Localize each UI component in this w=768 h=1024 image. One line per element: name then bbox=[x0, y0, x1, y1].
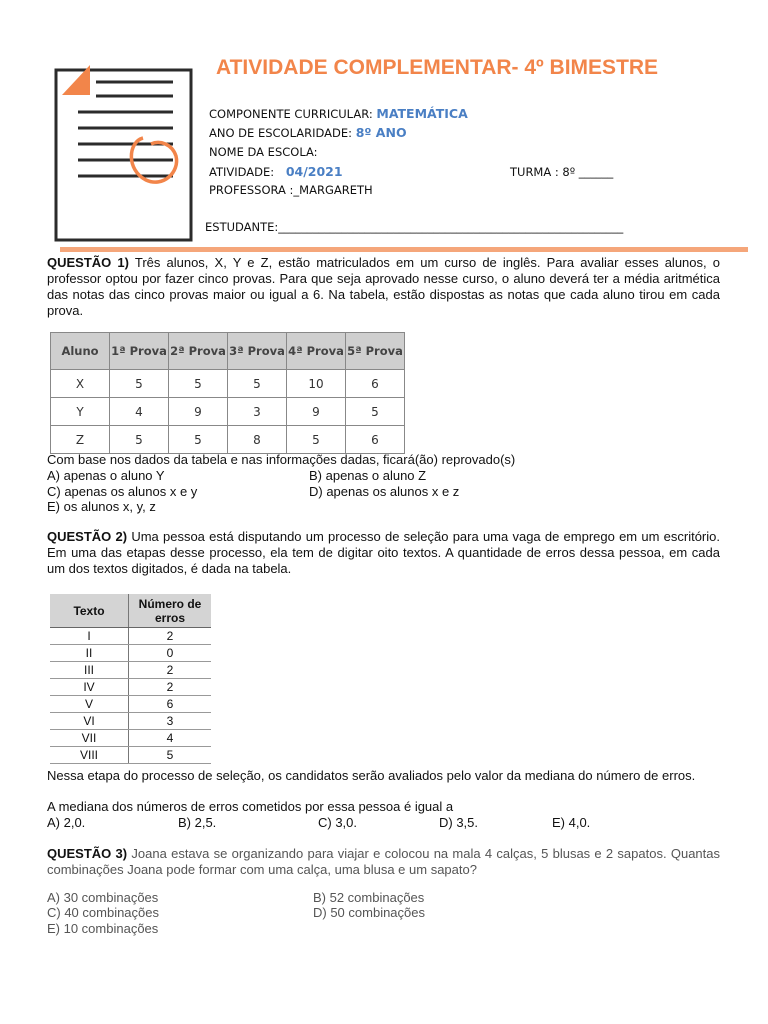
table-cell: 2 bbox=[129, 628, 212, 645]
document-icon bbox=[48, 60, 198, 245]
q1-option-c[interactable]: C) apenas os alunos x e y bbox=[47, 484, 198, 499]
q1-number: QUESTÃO 1) bbox=[47, 255, 129, 270]
table-cell: 4 bbox=[110, 398, 169, 426]
table-row bbox=[50, 747, 211, 764]
table-cell: X bbox=[51, 370, 110, 398]
table-row bbox=[50, 730, 211, 747]
table-cell: 6 bbox=[346, 370, 405, 398]
table-cell: VII bbox=[50, 730, 129, 747]
table-cell: IV bbox=[50, 679, 129, 696]
q2-option-a[interactable]: A) 2,0. bbox=[47, 815, 86, 830]
table-cell: 3 bbox=[129, 713, 212, 730]
atividade-value: 04/2021 bbox=[285, 164, 343, 179]
table-row bbox=[51, 370, 405, 398]
table-cell: 9 bbox=[169, 398, 228, 426]
q1-statement bbox=[47, 255, 720, 319]
turma-label: TURMA : 8º ______ bbox=[510, 165, 614, 179]
q3-option-d[interactable]: D) 50 combinações bbox=[313, 905, 425, 920]
estudante-label: ESTUDANTE:____________________________________________________________ bbox=[205, 220, 624, 234]
q2-statement bbox=[47, 529, 720, 577]
q1-header-cell: 4ª Prova bbox=[287, 333, 346, 370]
table-cell: 3 bbox=[228, 398, 287, 426]
table-cell: 0 bbox=[129, 645, 212, 662]
q2-errors-table bbox=[50, 594, 211, 764]
table-cell: 5 bbox=[169, 370, 228, 398]
q2-header-texto: Texto bbox=[50, 594, 129, 628]
table-row bbox=[50, 662, 211, 679]
table-cell: 10 bbox=[287, 370, 346, 398]
table-cell: 8 bbox=[228, 426, 287, 454]
q1-option-a[interactable]: A) apenas o aluno Y bbox=[47, 468, 165, 483]
q1-header-cell: 3ª Prova bbox=[228, 333, 287, 370]
q1-text: Três alunos, X, Y e Z, estão matriculados em um curso de inglês. Para avaliar esses alunos, o professor optou por fazer cinco provas. Para que seja aprovado nesse curso, o aluno deverá ter a média aritmética das notas das cinco provas maior ou igual a 6. Na tabela, estão dispostas as notas que cada aluno tirou em cada prova. bbox=[47, 255, 720, 318]
q2-number: QUESTÃO 2) bbox=[47, 529, 128, 544]
q3-option-b[interactable]: B) 52 combinações bbox=[313, 890, 425, 905]
page-title: ATIVIDADE COMPLEMENTAR- 4º BIMESTRE bbox=[216, 56, 659, 79]
table-cell: 4 bbox=[129, 730, 212, 747]
q2-prompt2: A mediana dos números de erros cometidos por essa pessoa é igual a bbox=[47, 799, 454, 814]
q3-option-c[interactable]: C) 40 combinações bbox=[47, 905, 159, 920]
componente-value: MATEMÁTICA bbox=[376, 106, 468, 121]
table-cell: 6 bbox=[346, 426, 405, 454]
q1-grades-table bbox=[50, 332, 405, 454]
q3-text: Joana estava se organizando para viajar e colocou na mala 4 calças, 5 blusas e 2 sapatos. Quantas combinações Joana pode formar com uma calça, uma blusa e um sapato? bbox=[47, 846, 720, 877]
q2-option-d[interactable]: D) 3,5. bbox=[439, 815, 479, 830]
ano-row bbox=[209, 125, 407, 140]
q2-option-e[interactable]: E) 4,0. bbox=[552, 815, 591, 830]
table-cell: 2 bbox=[129, 662, 212, 679]
q1-header-cell: 5ª Prova bbox=[346, 333, 405, 370]
componente-label: COMPONENTE CURRICULAR: bbox=[209, 107, 373, 121]
table-cell: 5 bbox=[287, 426, 346, 454]
table-cell: I bbox=[50, 628, 129, 645]
q2-prompt1: Nessa etapa do processo de seleção, os candidatos serão avaliados pelo valor da mediana do número de erros. bbox=[47, 768, 696, 783]
table-cell: 2 bbox=[129, 679, 212, 696]
q2-text: Uma pessoa está disputando um processo de seleção para uma vaga de emprego em um escritório. Em uma das etapas desse processo, ela tem de digitar oito textos. A quantidade de erros dessa pessoa, em cada um dos textos digitados, é dada na tabela. bbox=[47, 529, 720, 576]
table-cell: VIII bbox=[50, 747, 129, 764]
table-cell: 5 bbox=[129, 747, 212, 764]
table-row bbox=[50, 679, 211, 696]
table-cell: VI bbox=[50, 713, 129, 730]
q3-option-e[interactable]: E) 10 combinações bbox=[47, 921, 159, 936]
atividade-label: ATIVIDADE: bbox=[209, 165, 275, 179]
header-divider bbox=[60, 247, 748, 252]
q1-prompt: Com base nos dados da tabela e nas informações dadas, ficará(ão) reprovado(s) bbox=[47, 452, 516, 467]
ano-value: 8º ANO bbox=[355, 125, 407, 140]
professora-label: PROFESSORA :_MARGARETH bbox=[209, 183, 373, 197]
q3-number: QUESTÃO 3) bbox=[47, 846, 128, 861]
table-row bbox=[50, 713, 211, 730]
q1-option-e[interactable]: E) os alunos x, y, z bbox=[47, 499, 156, 514]
ano-label: ANO DE ESCOLARIDADE: bbox=[209, 126, 353, 140]
table-row bbox=[51, 426, 405, 454]
q1-header-cell: 1ª Prova bbox=[110, 333, 169, 370]
table-cell: 5 bbox=[110, 426, 169, 454]
table-cell: Z bbox=[51, 426, 110, 454]
table-cell: 5 bbox=[110, 370, 169, 398]
table-cell: Y bbox=[51, 398, 110, 426]
table-row bbox=[50, 628, 211, 645]
q1-header-cell: Aluno bbox=[51, 333, 110, 370]
table-cell: V bbox=[50, 696, 129, 713]
table-cell: 9 bbox=[287, 398, 346, 426]
q1-header-cell: 2ª Prova bbox=[169, 333, 228, 370]
q1-option-d[interactable]: D) apenas os alunos x e z bbox=[309, 484, 460, 499]
q3-option-a[interactable]: A) 30 combinações bbox=[47, 890, 159, 905]
table-cell: 6 bbox=[129, 696, 212, 713]
table-cell: II bbox=[50, 645, 129, 662]
q1-option-b[interactable]: B) apenas o aluno Z bbox=[309, 468, 427, 483]
table-cell: 5 bbox=[228, 370, 287, 398]
table-cell: 5 bbox=[169, 426, 228, 454]
table-row bbox=[51, 398, 405, 426]
table-cell: 5 bbox=[346, 398, 405, 426]
table-row bbox=[50, 645, 211, 662]
q2-header-erros: Número de erros bbox=[129, 594, 212, 628]
q3-statement bbox=[47, 846, 720, 878]
q2-option-c[interactable]: C) 3,0. bbox=[318, 815, 358, 830]
table-cell: III bbox=[50, 662, 129, 679]
escola-label: NOME DA ESCOLA: bbox=[209, 145, 318, 159]
q2-option-b[interactable]: B) 2,5. bbox=[178, 815, 217, 830]
componente-row bbox=[209, 106, 468, 121]
atividade-row bbox=[209, 164, 343, 179]
table-row bbox=[50, 696, 211, 713]
